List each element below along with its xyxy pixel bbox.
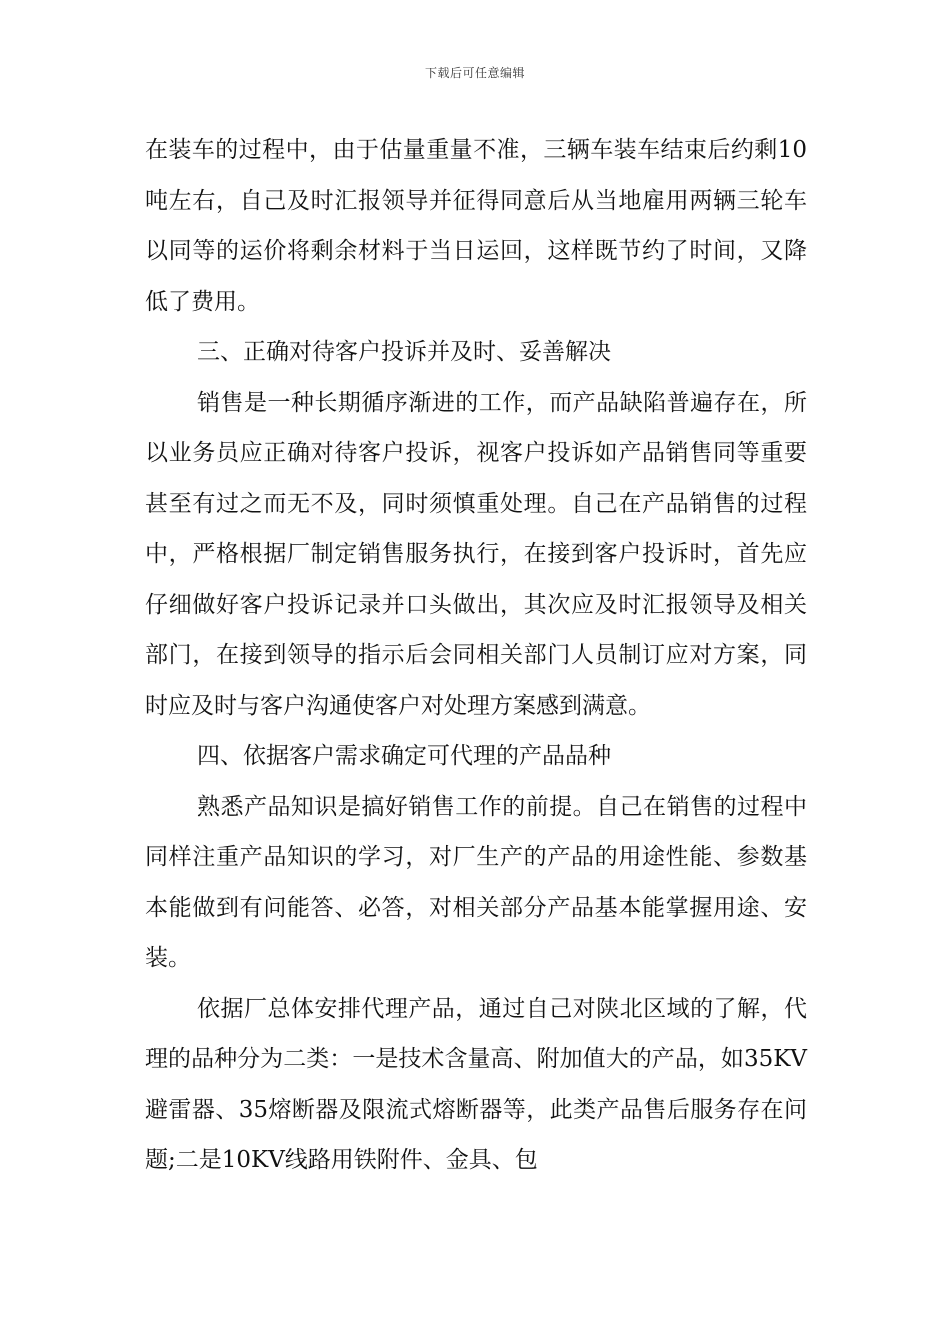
section-heading-3: 三、正确对待客户投诉并及时、妥善解决 <box>197 339 611 365</box>
paragraph-complaints: 销售是一种长期循序渐进的工作，而产品缺陷普遍存在，所以业务员应正确对待客户投诉，视客户投诉如产品销售同等重要甚至有过之而无不及，同时须慎重处理。自己在产品销售的过程中，严格根据厂制定销售服务执行，在接到客户投诉时，首先应仔细做好客户投诉记录并口头做出，其次应及时汇报领导及相关部门，在接到领导的指示后会同相关部门人员制订应对方案，同时应及时与客户沟通使客户对处理方案感到满意。 <box>145 389 807 719</box>
paragraph-product-knowledge: 熟悉产品知识是搞好销售工作的前提。自己在销售的过程中同样注重产品知识的学习，对厂生产的产品的用途性能、参数基本能做到有问能答、必答，对相关部分产品基本能掌握用途、安装。 <box>145 793 807 971</box>
paragraph-continuation: 在装车的过程中，由于估量重量不准，三辆车装车结束后约剩10吨左右，自己及时汇报领导并征得同意后从当地雇用两辆三轮车以同等的运价将剩余材料于当日运回，这样既节约了时间，又降低了费用。 <box>145 137 807 315</box>
document-body <box>145 125 807 1186</box>
page-header-note: 下载后可任意编辑 <box>424 66 525 80</box>
section-heading-4: 四、依据客户需求确定可代理的产品品种 <box>197 743 611 769</box>
paragraph-product-categories: 依据厂总体安排代理产品，通过自己对陕北区域的了解，代理的品种分为二类：一是技术含量高、附加值大的产品，如35KV避雷器、35熔断器及限流式熔断器等，此类产品售后服务存在问题;二是10KV线路用铁附件、金具、包 <box>145 995 807 1173</box>
